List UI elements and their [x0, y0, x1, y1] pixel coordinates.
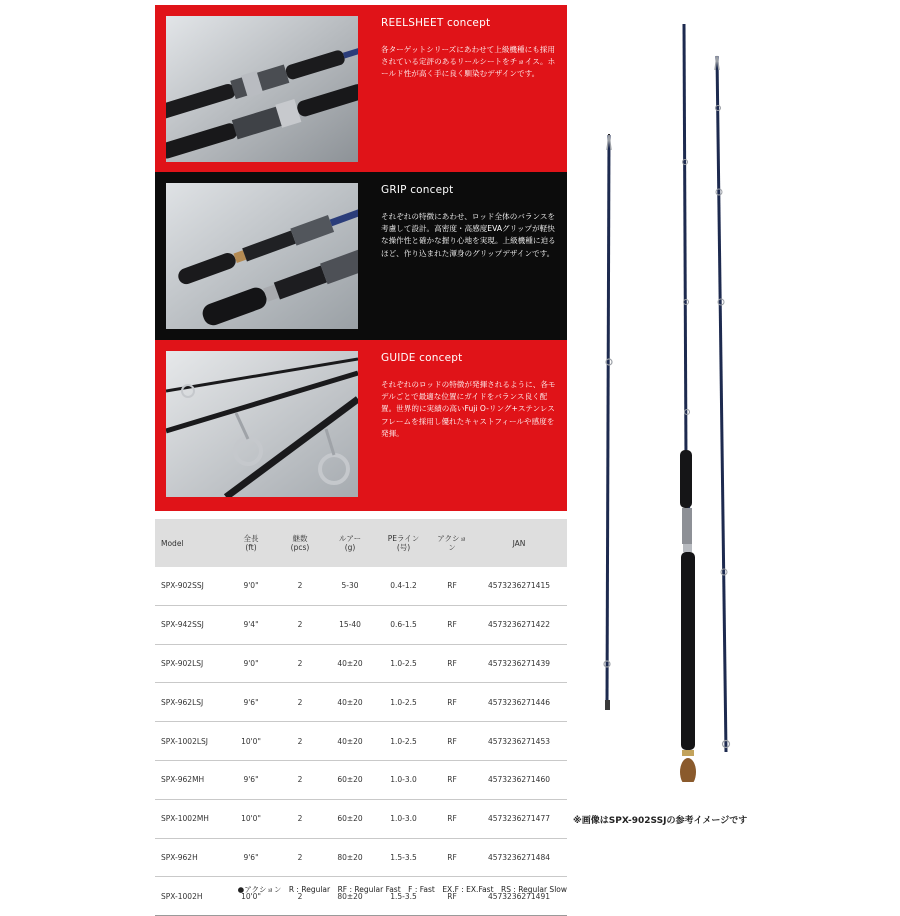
- table-row: [155, 644, 567, 683]
- cell-pieces: 2: [274, 683, 326, 722]
- cell-model: SPX-1002LSJ: [155, 722, 228, 761]
- cell-action: RF: [433, 644, 471, 683]
- table-row: [155, 799, 567, 838]
- cell-pe-line: 1.0-3.0: [374, 799, 433, 838]
- cell-action: RF: [433, 567, 471, 605]
- cell-length: 9'0": [228, 644, 274, 683]
- spec-table: [155, 519, 567, 916]
- cell-jan: 4573236271477: [471, 799, 567, 838]
- cell-jan: 4573236271415: [471, 567, 567, 605]
- cell-lure: 80±20: [326, 877, 374, 916]
- cell-length: 9'6": [228, 838, 274, 877]
- cell-lure: 80±20: [326, 838, 374, 877]
- cell-jan: 4573236271422: [471, 605, 567, 644]
- cell-action: RF: [433, 605, 471, 644]
- cell-jan: 4573236271460: [471, 760, 567, 799]
- table-header-row: [155, 519, 567, 567]
- cell-pe-line: 1.0-2.5: [374, 722, 433, 761]
- reelsheet-panel: [155, 5, 567, 172]
- cell-length: 10'0": [228, 799, 274, 838]
- cell-jan: 4573236271439: [471, 644, 567, 683]
- cell-jan: 4573236271484: [471, 838, 567, 877]
- header-action: アクショ ン: [433, 519, 471, 567]
- header-lure: ルアー (g): [326, 519, 374, 567]
- cell-action: RF: [433, 838, 471, 877]
- cell-length: 10'0": [228, 722, 274, 761]
- cell-model: SPX-1002MH: [155, 799, 228, 838]
- table-row: [155, 722, 567, 761]
- cell-model: SPX-902SSJ: [155, 567, 228, 605]
- grip-panel: [155, 172, 567, 340]
- header-pieces: 継数 (pcs): [274, 519, 326, 567]
- cell-length: 10'0": [228, 877, 274, 916]
- cell-model: SPX-942SSJ: [155, 605, 228, 644]
- reelseat-photo: [166, 16, 358, 162]
- cell-jan: 4573236271446: [471, 683, 567, 722]
- table-row: [155, 567, 567, 605]
- cell-action: RF: [433, 760, 471, 799]
- cell-lure: 40±20: [326, 644, 374, 683]
- cell-pieces: 2: [274, 760, 326, 799]
- cell-pieces: 2: [274, 644, 326, 683]
- panel-title: REELSHEET concept: [381, 17, 491, 29]
- cell-jan: 4573236271491: [471, 877, 567, 916]
- cell-pieces: 2: [274, 605, 326, 644]
- cell-lure: 40±20: [326, 722, 374, 761]
- cell-pe-line: 1.5-3.5: [374, 838, 433, 877]
- cell-action: RF: [433, 799, 471, 838]
- grip-photo: [166, 183, 358, 329]
- cell-model: SPX-962LSJ: [155, 683, 228, 722]
- cell-pieces: 2: [274, 877, 326, 916]
- cell-model: SPX-962H: [155, 838, 228, 877]
- cell-action: RF: [433, 722, 471, 761]
- cell-length: 9'6": [228, 760, 274, 799]
- table-row: [155, 760, 567, 799]
- cell-action: RF: [433, 683, 471, 722]
- cell-lure: 40±20: [326, 683, 374, 722]
- cell-length: 9'4": [228, 605, 274, 644]
- cell-pe-line: 0.6-1.5: [374, 605, 433, 644]
- cell-pe-line: 1.0-2.5: [374, 644, 433, 683]
- cell-pe-line: 1.5-3.5: [374, 877, 433, 916]
- header-jan: JAN: [471, 519, 567, 567]
- cell-lure: 15-40: [326, 605, 374, 644]
- cell-pieces: 2: [274, 722, 326, 761]
- table-row: [155, 605, 567, 644]
- cell-jan: 4573236271453: [471, 722, 567, 761]
- cell-pieces: 2: [274, 799, 326, 838]
- header-model: Model: [155, 519, 228, 567]
- cell-length: 9'6": [228, 683, 274, 722]
- table-row: [155, 838, 567, 877]
- cell-action: RF: [433, 877, 471, 916]
- cell-pieces: 2: [274, 567, 326, 605]
- panel-description: 各ターゲットシリーズにあわせて上級機種にも採用されている定評のあるリールシートをチョイス。ホールド性が高く手に良く馴染むデザインです。: [381, 45, 556, 79]
- panel-title: GUIDE concept: [381, 352, 463, 364]
- header-pe-line: PEライン (号): [374, 519, 433, 567]
- cell-length: 9'0": [228, 567, 274, 605]
- header-length: 全長 (ft): [228, 519, 274, 567]
- table-row: [155, 683, 567, 722]
- cell-model: SPX-902LSJ: [155, 644, 228, 683]
- panel-description: それぞれの特徴にあわせ、ロッド全体のバランスを考慮して設計。高密度・高感度EVAグリップが軽快な操作性と確かな握り心地を実現。上級機種に迫るほど、作り込まれた渾身のグリップデザインです。: [381, 212, 556, 258]
- panel-title: GRIP concept: [381, 184, 454, 196]
- guide-photo: [166, 351, 358, 497]
- table-row: [155, 877, 567, 916]
- cell-model: SPX-962MH: [155, 760, 228, 799]
- cell-pieces: 2: [274, 838, 326, 877]
- cell-pe-line: 0.4-1.2: [374, 567, 433, 605]
- panel-description: それぞれのロッドの特徴が発揮されるように、各モデルごとで最適な位置にガイドをバランス良く配置。世界的に実績の高いFuji O-リング+ステンレスフレームを採用し優れたキャストフィールや感度を発揮。: [381, 380, 556, 438]
- rod-illustration: [594, 12, 754, 782]
- cell-lure: 5-30: [326, 567, 374, 605]
- cell-pe-line: 1.0-2.5: [374, 683, 433, 722]
- image-caption: ※画像はSPX-902SSJの参考イメージです: [573, 816, 748, 826]
- cell-lure: 60±20: [326, 760, 374, 799]
- cell-pe-line: 1.0-3.0: [374, 760, 433, 799]
- cell-model: SPX-1002H: [155, 877, 228, 916]
- cell-lure: 60±20: [326, 799, 374, 838]
- guide-panel: [155, 340, 567, 511]
- action-legend: ●アクション R : Regular RF : Regular Fast F : Fast EX.F : EX.Fast RS : Regular Slow: [237, 885, 567, 894]
